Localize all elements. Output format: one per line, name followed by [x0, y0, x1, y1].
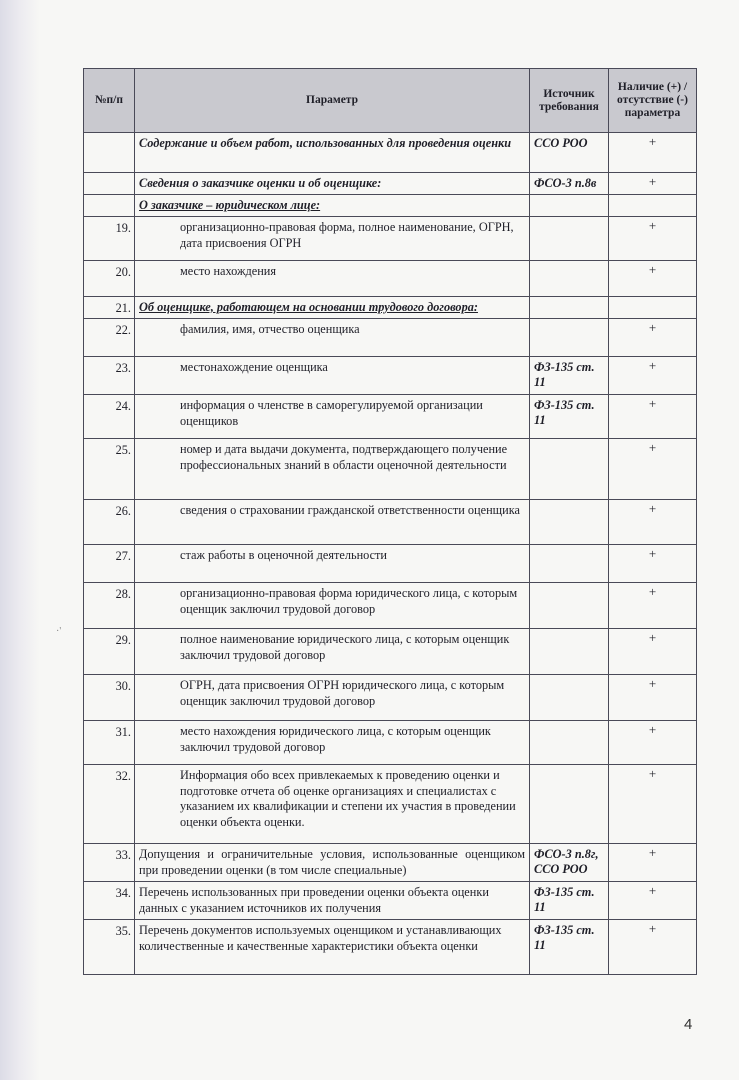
row-param: организационно-правовая форма юридического лица, с которым оценщик заключил трудовой договор — [135, 583, 530, 629]
row-param: ОГРН, дата присвоения ОГРН юридического лица, с которым оценщик заключил трудовой договор — [135, 675, 530, 721]
scan-speck: ·' — [56, 626, 62, 637]
row-mark: + — [609, 920, 697, 975]
row-param: полное наименование юридического лица, с которым оценщик заключил трудовой договор — [135, 629, 530, 675]
row-source — [530, 261, 609, 297]
header-param: Параметр — [135, 69, 530, 133]
row-mark: + — [609, 439, 697, 500]
row-source — [530, 583, 609, 629]
row-source: ФСО-3 п.8г, ССО РОО — [530, 844, 609, 882]
row-source: ФЗ-135 ст. 11 — [530, 357, 609, 395]
row-num: 19. — [84, 217, 135, 261]
row-source — [530, 297, 609, 319]
row-num: 29. — [84, 629, 135, 675]
row-source: ФСО-3 п.8в — [530, 173, 609, 195]
row-param: место нахождения — [135, 261, 530, 297]
header-source: Источник требования — [530, 69, 609, 133]
table-row — [84, 500, 697, 545]
row-mark: + — [609, 500, 697, 545]
row-source — [530, 721, 609, 765]
table-row — [84, 629, 697, 675]
row-mark: + — [609, 675, 697, 721]
table-row — [84, 319, 697, 357]
row-num: 21. — [84, 297, 135, 319]
row-mark: + — [609, 583, 697, 629]
row-num: 28. — [84, 583, 135, 629]
row-num — [84, 173, 135, 195]
table-row — [84, 882, 697, 920]
table-row — [84, 844, 697, 882]
row-num: 24. — [84, 395, 135, 439]
table-row — [84, 765, 697, 844]
header-num: №п/п — [84, 69, 135, 133]
table-row — [84, 173, 697, 195]
row-param: Об оценщике, работающем на основании трудового договора: — [135, 297, 530, 319]
row-source — [530, 765, 609, 844]
row-mark — [609, 297, 697, 319]
row-source: ССО РОО — [530, 133, 609, 173]
page-number: 4 — [684, 1016, 693, 1033]
row-source — [530, 675, 609, 721]
row-mark: + — [609, 629, 697, 675]
table-row — [84, 675, 697, 721]
row-param: организационно-правовая форма, полное наименование, ОГРН, дата присвоения ОГРН — [135, 217, 530, 261]
scan-edge-shadow — [0, 0, 40, 1080]
row-param: номер и дата выдачи документа, подтверждающего получение профессиональных знаний в области оценочной деятельности — [135, 439, 530, 500]
table-row — [84, 583, 697, 629]
table-row — [84, 357, 697, 395]
table-row — [84, 439, 697, 500]
row-mark: + — [609, 319, 697, 357]
row-source: ФЗ-135 ст. 11 — [530, 882, 609, 920]
table-row — [84, 195, 697, 217]
row-param: О заказчике – юридическом лице: — [135, 195, 530, 217]
row-mark: + — [609, 882, 697, 920]
row-param: место нахождения юридического лица, с которым оценщик заключил трудовой договор — [135, 721, 530, 765]
row-num — [84, 195, 135, 217]
row-source — [530, 545, 609, 583]
row-param: Информация обо всех привлекаемых к проведению оценки и подготовке отчета об оценке организациях и специалистах с указанием их квалификации и степени их участия в проведении оценки объекта оценки. — [135, 765, 530, 844]
row-source: ФЗ-135 ст. 11 — [530, 920, 609, 975]
requirements-table — [83, 68, 697, 975]
row-mark: + — [609, 395, 697, 439]
row-param: фамилия, имя, отчество оценщика — [135, 319, 530, 357]
row-param: Перечень документов используемых оценщиком и устанавливающих количественные и качественные характеристики объекта оценки — [135, 920, 530, 975]
row-num: 26. — [84, 500, 135, 545]
table-row — [84, 217, 697, 261]
table-row — [84, 261, 697, 297]
table-row — [84, 545, 697, 583]
row-source — [530, 319, 609, 357]
row-num: 27. — [84, 545, 135, 583]
row-num: 32. — [84, 765, 135, 844]
row-mark: + — [609, 765, 697, 844]
row-param: Сведения о заказчике оценки и об оценщике: — [135, 173, 530, 195]
table-row — [84, 395, 697, 439]
row-param: Допущения и ограничительные условия, использованные оценщиком при проведении оценки (в том числе специальные) — [135, 844, 530, 882]
row-mark: + — [609, 173, 697, 195]
table-header-row — [84, 69, 697, 133]
row-num — [84, 133, 135, 173]
row-mark: + — [609, 721, 697, 765]
row-num: 31. — [84, 721, 135, 765]
row-source — [530, 629, 609, 675]
row-num: 30. — [84, 675, 135, 721]
row-num: 34. — [84, 882, 135, 920]
row-mark: + — [609, 261, 697, 297]
table-row — [84, 920, 697, 975]
row-param: Содержание и объем работ, использованных для проведения оценки — [135, 133, 530, 173]
row-num: 22. — [84, 319, 135, 357]
row-param: местонахождение оценщика — [135, 357, 530, 395]
row-source — [530, 195, 609, 217]
row-source — [530, 439, 609, 500]
row-mark: + — [609, 844, 697, 882]
row-source — [530, 217, 609, 261]
row-num: 33. — [84, 844, 135, 882]
row-num: 23. — [84, 357, 135, 395]
row-mark: + — [609, 545, 697, 583]
row-num: 20. — [84, 261, 135, 297]
row-num: 25. — [84, 439, 135, 500]
row-param: стаж работы в оценочной деятельности — [135, 545, 530, 583]
table-row — [84, 133, 697, 173]
row-mark: + — [609, 133, 697, 173]
row-param: сведения о страховании гражданской ответственности оценщика — [135, 500, 530, 545]
header-presence: Наличие (+) /отсутствие (-) параметра — [609, 69, 697, 133]
row-mark: + — [609, 357, 697, 395]
row-source: ФЗ-135 ст. 11 — [530, 395, 609, 439]
row-mark — [609, 195, 697, 217]
row-source — [530, 500, 609, 545]
row-param: Перечень использованных при проведении оценки объекта оценки данных с указанием источников их получения — [135, 882, 530, 920]
row-mark: + — [609, 217, 697, 261]
table-row — [84, 721, 697, 765]
row-num: 35. — [84, 920, 135, 975]
table-row — [84, 297, 697, 319]
row-param: информация о членстве в саморегулируемой организации оценщиков — [135, 395, 530, 439]
